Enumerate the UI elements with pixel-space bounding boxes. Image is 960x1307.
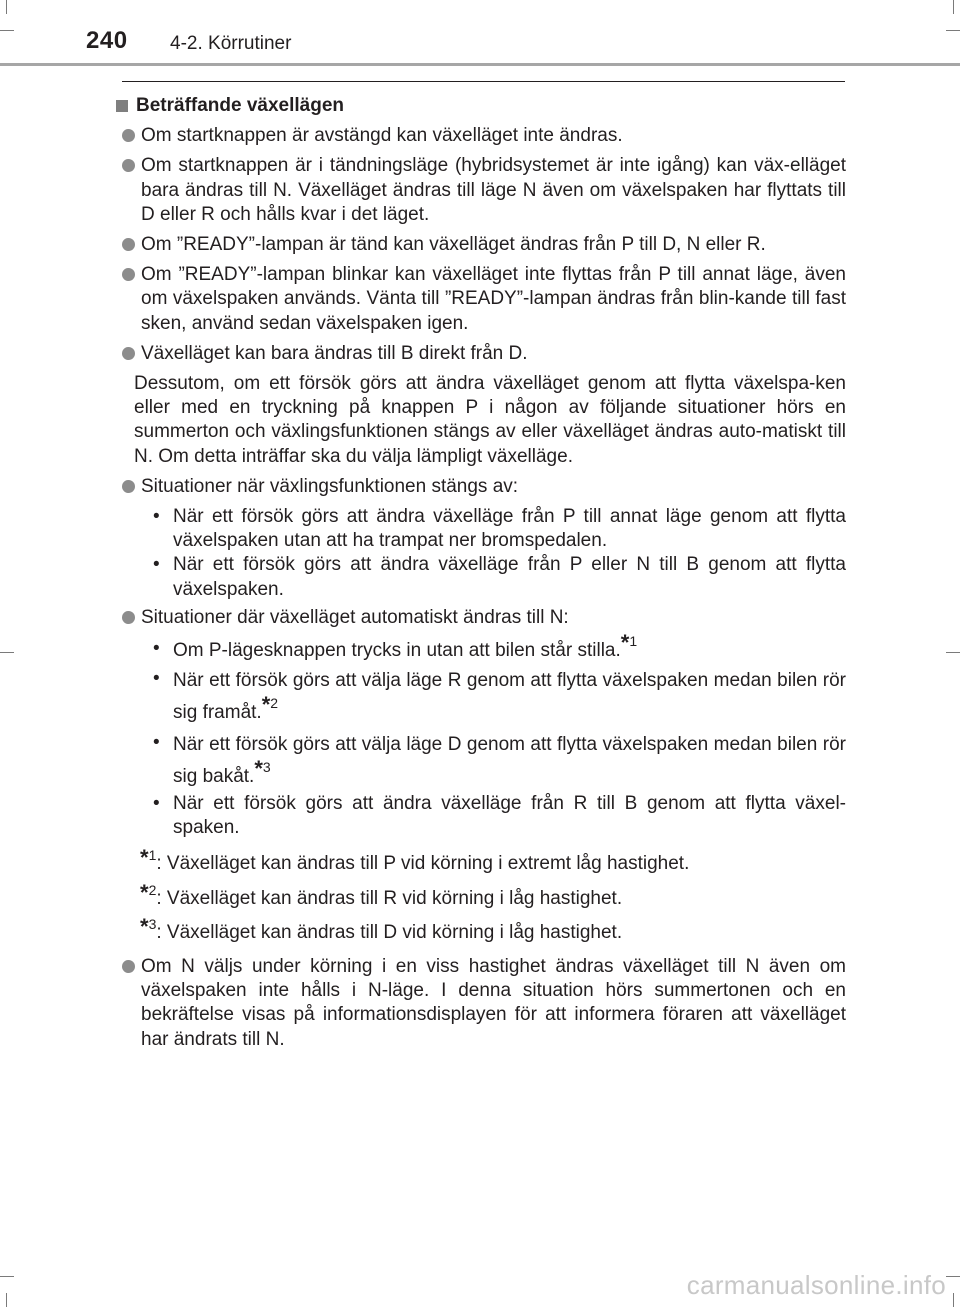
section-heading-text: Beträffande växellägen — [136, 95, 345, 116]
sub-bullet: • — [153, 506, 160, 528]
sub-list-item — [153, 730, 846, 792]
bullet-text: Om N väljs under körning i en viss hastighet ändras växelläget till N även om växelspaken inte hålls i N-läge. I denna situation hörs summertonen och en bekräftelse visas på informationsdisplayen för att informera föraren att växelläget har ändrats till N. — [141, 956, 846, 1050]
sub-item-text: Om P-lägesknappen trycks in utan att bilen står stilla. — [173, 640, 621, 662]
bullet-text: Om ”READY”-lampan blinkar kan växelläget inte flyttas från P till annat läge, även om växelspaken används. Vänta till ”READY”-lampan ändras från blin-kande till fast sken, använd sedan växelspaken igen. — [141, 264, 846, 334]
circle-bullet-icon — [122, 480, 135, 493]
crop-mark — [953, 1293, 954, 1307]
bullet-item — [116, 154, 846, 227]
footnote-ref-number: 3 — [262, 759, 271, 776]
footnote-number: 1 — [148, 847, 157, 864]
footnote-text: : Växelläget kan ändras till R vid körning i låg hastighet. — [156, 887, 623, 909]
header-rule — [0, 63, 960, 66]
sub-bullet: • — [153, 554, 160, 576]
sub-item-body — [173, 666, 846, 728]
sub-list-item — [153, 553, 846, 601]
sub-item-text: När ett försök görs att välja läge D genom att flytta växelspaken medan bilen rör sig bakåt. — [173, 734, 846, 788]
sub-item-text: När ett försök görs att ändra växelläge från P eller N till B genom att flytta växelspaken. — [173, 554, 846, 600]
bullet-item — [116, 124, 846, 148]
footnote-ref-asterisk: * — [261, 692, 271, 718]
bullet-item — [116, 475, 846, 499]
circle-bullet-icon — [122, 347, 135, 360]
page-number: 240 — [86, 27, 128, 54]
circle-bullet-icon — [122, 960, 135, 973]
bullet-item — [116, 233, 846, 257]
footnote-number: 2 — [148, 881, 157, 898]
footnote — [140, 879, 846, 911]
sub-bullet: • — [153, 638, 160, 660]
sub-bullet: • — [153, 668, 160, 690]
bullet-item — [116, 955, 846, 1052]
sub-item-text: När ett försök görs att välja läge R genom att flytta växelspaken medan bilen rör sig framåt. — [173, 670, 846, 724]
circle-bullet-icon — [122, 238, 135, 251]
sub-list — [153, 505, 846, 602]
crop-mark — [946, 652, 960, 653]
footnote-ref-number: 2 — [270, 695, 279, 712]
bullet-text: Om startknappen är avstängd kan växelläget inte ändras. — [141, 125, 623, 147]
crop-mark — [6, 0, 7, 14]
sub-item-text: När ett försök görs att ändra växelläge från P till annat läge genom att flytta växelspaken utan att ha trampat ner bromspedalen. — [173, 506, 846, 552]
circle-bullet-icon — [122, 129, 135, 142]
sub-item-body — [173, 730, 846, 792]
sub-list-item — [153, 666, 846, 728]
crop-mark — [953, 0, 954, 14]
footnote-asterisk: * — [140, 845, 149, 871]
sub-item-text: När ett försök görs att ändra växelläge från R till B genom att flytta växel-spaken. — [173, 793, 846, 839]
bullet-item — [116, 606, 846, 630]
footnote-asterisk: * — [140, 879, 149, 905]
footnote-text: : Växelläget kan ändras till D vid körning i låg hastighet. — [156, 921, 623, 943]
crop-mark — [0, 30, 14, 31]
page-content — [116, 94, 846, 1058]
crop-mark — [0, 1276, 14, 1277]
crop-mark — [946, 1276, 960, 1277]
watermark: carmanualsonline.info — [686, 1270, 946, 1300]
sub-list-item — [153, 505, 846, 553]
footnote-number: 3 — [148, 915, 157, 932]
sub-list — [153, 630, 846, 840]
circle-bullet-icon — [122, 159, 135, 172]
square-bullet-icon — [116, 100, 128, 112]
section-heading — [116, 94, 846, 118]
sub-list-item — [153, 792, 846, 840]
bullet-text: Om startknappen är i tändningsläge (hybridsystemet är inte igång) kan väx-elläget bara ändras till N. Växelläget ändras till läge N även om växelspaken har flyttats till D eller R och hålls kvar i det läget. — [141, 155, 846, 225]
sub-list-item — [153, 630, 846, 664]
crop-mark — [946, 30, 960, 31]
footnote-ref-asterisk: * — [620, 630, 630, 656]
footnote-ref-asterisk: * — [254, 756, 263, 782]
crop-mark — [0, 652, 14, 653]
footnote-text: : Växelläget kan ändras till P vid körning i extremt låg hastighet. — [156, 853, 690, 875]
circle-bullet-icon — [122, 611, 135, 624]
footnote-ref-number: 1 — [629, 633, 638, 650]
bullet-text: Situationer där växelläget automatiskt ändras till N: — [141, 606, 569, 628]
bullet-text: Om ”READY”-lampan är tänd kan växelläget ändras från P till D, N eller R. — [141, 234, 766, 256]
sub-item-body — [173, 630, 846, 664]
header-divider — [122, 81, 845, 82]
footnote-asterisk: * — [140, 913, 149, 939]
section-title: 4-2. Körrutiner — [170, 33, 292, 54]
footnote — [140, 845, 846, 876]
bullet-text: Växelläget kan bara ändras till B direkt från D. — [141, 342, 528, 364]
bullet-text: Situationer när växlingsfunktionen stängs av: — [141, 475, 519, 497]
sub-bullet: • — [153, 732, 160, 754]
body-paragraph: Dessutom, om ett försök görs att ändra växelläget genom att flytta växelspa-ken eller med en tryckning på knappen P i någon av följande situationer hörs en summerton och växlingsfunktionen stängs av eller växelläget ändras auto-matiskt till N. Om detta inträffar ska du välja lämpligt växelläge. — [134, 373, 846, 467]
crop-mark — [6, 1293, 7, 1307]
sub-bullet: • — [153, 793, 160, 815]
circle-bullet-icon — [122, 268, 135, 281]
bullet-item — [116, 342, 846, 366]
footnote — [140, 913, 846, 945]
bullet-item — [116, 263, 846, 336]
